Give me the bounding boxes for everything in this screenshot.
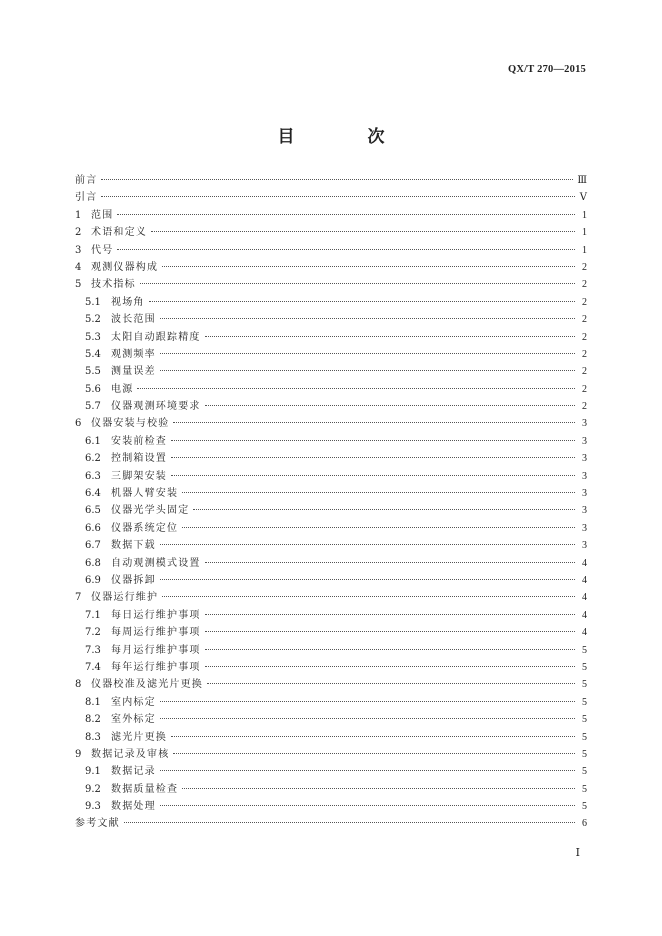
toc-entry-label: 电源 — [111, 383, 134, 395]
dot-leader — [171, 457, 575, 458]
dot-leader — [173, 422, 575, 423]
toc-entry-label: 三脚架安装 — [111, 470, 167, 482]
toc-entry-page: 2 — [582, 261, 587, 273]
toc-entry-number: 7 — [75, 592, 82, 604]
toc-entry[interactable] — [75, 242, 587, 259]
dot-leader — [205, 336, 575, 337]
toc-entry-label: 仪器安装与校验 — [91, 418, 170, 430]
dot-leader — [101, 179, 573, 180]
toc-entry-label: 每周运行维护事项 — [111, 627, 201, 639]
toc-entry-page: 1 — [582, 244, 587, 256]
toc-entry-number: 7.4 — [85, 661, 101, 673]
dot-leader — [160, 770, 575, 771]
toc-entry-page: 3 — [582, 470, 587, 482]
toc-entry-number: 3 — [75, 244, 82, 256]
toc-entry[interactable] — [75, 207, 587, 224]
toc-entry-label: 数据记录 — [111, 766, 156, 778]
toc-entry[interactable] — [75, 676, 587, 693]
toc-entry-label: 数据处理 — [111, 801, 156, 813]
toc-entry-number: 8.1 — [85, 696, 101, 708]
dot-leader — [182, 788, 575, 789]
dot-leader — [149, 301, 575, 302]
toc-entry-label: 前言 — [75, 175, 98, 186]
dot-leader — [205, 562, 575, 563]
dot-leader — [151, 231, 575, 232]
toc-entry-number: 7.1 — [85, 609, 101, 621]
toc-entry-page: 4 — [582, 592, 587, 604]
toc-entry[interactable] — [75, 450, 587, 467]
toc-entry-page: 5 — [582, 679, 587, 691]
toc-entry-page: 3 — [582, 453, 587, 465]
dot-leader — [205, 631, 575, 632]
toc-entry-page: 4 — [582, 557, 587, 569]
dot-leader — [162, 596, 575, 597]
dot-leader — [182, 527, 575, 528]
toc-entry-page: 4 — [582, 609, 587, 621]
dot-leader — [171, 475, 575, 476]
toc-entry[interactable] — [75, 294, 587, 311]
toc-entry[interactable] — [75, 363, 587, 380]
toc-entry-number: 9.1 — [85, 766, 101, 778]
toc-entry[interactable] — [75, 815, 587, 832]
toc-entry-number: 6.1 — [85, 435, 101, 447]
toc-entry-number: 9.2 — [85, 783, 101, 795]
dot-leader — [140, 283, 575, 284]
toc-entry-label: 太阳自动跟踪精度 — [111, 331, 201, 343]
toc-entry-number: 8 — [75, 679, 82, 691]
toc-entry-page: 3 — [582, 418, 587, 430]
toc-entry[interactable] — [75, 659, 587, 676]
dot-leader — [160, 701, 575, 702]
toc-entry-label: 引言 — [75, 192, 98, 204]
toc-entry[interactable] — [75, 798, 587, 815]
toc-entry-number: 6.2 — [85, 453, 101, 465]
toc-entry-page: 5 — [582, 748, 587, 760]
toc-entry-label: 测量误差 — [111, 366, 156, 378]
toc-entry-label: 数据记录及审核 — [91, 748, 170, 760]
toc-entry[interactable] — [75, 172, 587, 189]
toc-entry[interactable] — [75, 537, 587, 554]
toc-entry-page: 2 — [582, 383, 587, 395]
toc-entry[interactable] — [75, 781, 587, 798]
toc-entry-label: 安装前检查 — [111, 435, 167, 447]
toc-entry-number: 6.6 — [85, 522, 101, 534]
toc-entry-page: 2 — [582, 279, 587, 291]
page-number: Ⅰ — [575, 847, 580, 859]
toc-entry-number: 7.2 — [85, 627, 101, 639]
toc-entry-number: 5.4 — [85, 348, 101, 360]
toc-entry-label: 仪器校准及滤光片更换 — [91, 679, 203, 691]
toc-entry-number: 5.5 — [85, 366, 101, 378]
toc-entry-number: 9.3 — [85, 801, 101, 813]
toc-entry[interactable] — [75, 259, 587, 276]
toc-entry-label: 室外标定 — [111, 714, 156, 726]
toc-entry-label: 机器人臂安装 — [111, 488, 179, 500]
toc-entry[interactable] — [75, 224, 587, 241]
toc-entry[interactable] — [75, 502, 587, 519]
toc-entry[interactable] — [75, 711, 587, 728]
toc-entry[interactable] — [75, 329, 587, 346]
dot-leader — [160, 318, 575, 319]
toc-entry[interactable] — [75, 346, 587, 363]
toc-entry-label: 数据质量检查 — [111, 783, 179, 795]
toc-entry-number: 8.2 — [85, 714, 101, 726]
toc-entry-page: Ⅴ — [579, 192, 587, 204]
toc-entry-number: 6.7 — [85, 540, 101, 552]
dot-leader — [205, 405, 575, 406]
toc-entry[interactable] — [75, 381, 587, 398]
toc-entry[interactable] — [75, 624, 587, 641]
page-title: 目 次 — [277, 127, 413, 147]
toc-entry-page: 2 — [582, 331, 587, 343]
dot-leader — [173, 753, 575, 754]
dot-leader — [160, 544, 575, 545]
toc-entry-number: 6 — [75, 418, 82, 430]
toc-entry[interactable] — [75, 694, 587, 711]
toc-entry[interactable] — [75, 572, 587, 589]
toc-entry-number: 5.7 — [85, 401, 101, 413]
toc-entry-number: 2 — [75, 227, 82, 239]
dot-leader — [160, 805, 575, 806]
toc-entry-page: 2 — [582, 296, 587, 308]
toc-entry-label: 数据下载 — [111, 540, 156, 552]
dot-leader — [117, 214, 575, 215]
dot-leader — [160, 353, 575, 354]
toc-entry-number: 6.3 — [85, 470, 101, 482]
table-of-contents — [75, 172, 587, 833]
dot-leader — [205, 649, 575, 650]
toc-entry-number: 5.3 — [85, 331, 101, 343]
toc-entry-label: 观测频率 — [111, 348, 156, 360]
toc-entry-number: 7.3 — [85, 644, 101, 656]
toc-entry[interactable] — [75, 189, 587, 206]
toc-entry-label: 每月运行维护事项 — [111, 644, 201, 656]
document-code: QX/T 270—2015 — [508, 64, 586, 75]
toc-entry-label: 仪器系统定位 — [111, 522, 179, 534]
dot-leader — [160, 579, 575, 580]
dot-leader — [205, 666, 575, 667]
toc-entry-page: 3 — [582, 505, 587, 517]
toc-entry-label: 观测仪器构成 — [91, 261, 159, 273]
toc-entry-label: 控制箱设置 — [111, 453, 167, 465]
toc-entry-page: 4 — [582, 627, 587, 639]
toc-entry-page: 5 — [582, 644, 587, 656]
toc-entry-number: 6.8 — [85, 557, 101, 569]
toc-entry[interactable] — [75, 485, 587, 502]
toc-entry-label: 仪器运行维护 — [91, 592, 159, 604]
toc-entry-page: 5 — [582, 783, 587, 795]
toc-entry-page: 1 — [582, 209, 587, 221]
toc-entry[interactable] — [75, 763, 587, 780]
toc-entry-page: 2 — [582, 401, 587, 413]
toc-entry-label: 每年运行维护事项 — [111, 661, 201, 673]
toc-entry[interactable] — [75, 607, 587, 624]
toc-entry-label: 自动观测模式设置 — [111, 557, 201, 569]
toc-entry[interactable] — [75, 729, 587, 746]
toc-entry[interactable] — [75, 276, 587, 293]
toc-entry[interactable] — [75, 642, 587, 659]
toc-entry[interactable] — [75, 746, 587, 763]
toc-entry-page: 5 — [582, 766, 587, 778]
dot-leader — [182, 492, 575, 493]
toc-entry-page: 3 — [582, 488, 587, 500]
toc-entry-number: 4 — [75, 261, 82, 273]
toc-entry-label: 仪器拆卸 — [111, 574, 156, 586]
toc-entry-label: 仪器观测环境要求 — [111, 401, 201, 413]
toc-entry-label: 参考文献 — [75, 818, 120, 830]
dot-leader — [162, 266, 575, 267]
toc-entry-page: 5 — [582, 661, 587, 673]
toc-entry-number: 6.9 — [85, 574, 101, 586]
toc-entry-page: 4 — [582, 574, 587, 586]
toc-entry[interactable] — [75, 555, 587, 572]
toc-entry-number: 5.6 — [85, 383, 101, 395]
toc-entry-label: 视场角 — [111, 296, 145, 308]
dot-leader — [171, 736, 575, 737]
toc-entry-number: 6.4 — [85, 488, 101, 500]
toc-entry-number: 8.3 — [85, 731, 101, 743]
dot-leader — [160, 718, 575, 719]
toc-entry-label: 仪器光学头固定 — [111, 505, 190, 517]
toc-entry-page: 3 — [582, 435, 587, 447]
dot-leader — [124, 822, 575, 823]
dot-leader — [101, 196, 575, 197]
toc-entry-page: 3 — [582, 540, 587, 552]
toc-entry-number: 5.1 — [85, 296, 101, 308]
toc-entry-label: 技术指标 — [91, 279, 136, 291]
toc-entry[interactable] — [75, 311, 587, 328]
toc-entry-label: 波长范围 — [111, 314, 156, 326]
toc-entry[interactable] — [75, 433, 587, 450]
toc-entry[interactable] — [75, 415, 587, 432]
toc-entry-page: 5 — [582, 731, 587, 743]
toc-entry[interactable] — [75, 589, 587, 606]
toc-entry-page: 5 — [582, 801, 587, 813]
toc-entry-number: 1 — [75, 209, 82, 221]
dot-leader — [193, 509, 575, 510]
toc-entry[interactable] — [75, 468, 587, 485]
toc-entry[interactable] — [75, 398, 587, 415]
toc-entry-label: 范围 — [91, 209, 114, 221]
dot-leader — [160, 370, 575, 371]
dot-leader — [205, 614, 575, 615]
dot-leader — [207, 683, 575, 684]
toc-entry-label: 代号 — [91, 244, 114, 256]
toc-entry-label: 室内标定 — [111, 696, 156, 708]
toc-entry-page: Ⅲ — [577, 175, 587, 186]
toc-entry-page: 6 — [582, 818, 587, 830]
toc-entry-page: 2 — [582, 314, 587, 326]
toc-entry-page: 2 — [582, 348, 587, 360]
toc-entry-page: 5 — [582, 714, 587, 726]
dot-leader — [171, 440, 575, 441]
toc-entry-label: 术语和定义 — [91, 227, 147, 239]
toc-entry-label: 滤光片更换 — [111, 731, 167, 743]
dot-leader — [137, 388, 575, 389]
toc-entry-number: 6.5 — [85, 505, 101, 517]
toc-entry-number: 9 — [75, 748, 82, 760]
toc-entry-page: 5 — [582, 696, 587, 708]
dot-leader — [117, 249, 575, 250]
toc-entry-number: 5.2 — [85, 314, 101, 326]
toc-entry[interactable] — [75, 520, 587, 537]
toc-entry-number: 5 — [75, 279, 82, 291]
toc-entry-page: 3 — [582, 522, 587, 534]
toc-entry-page: 1 — [582, 227, 587, 239]
toc-entry-label: 每日运行维护事项 — [111, 609, 201, 621]
toc-entry-page: 2 — [582, 366, 587, 378]
